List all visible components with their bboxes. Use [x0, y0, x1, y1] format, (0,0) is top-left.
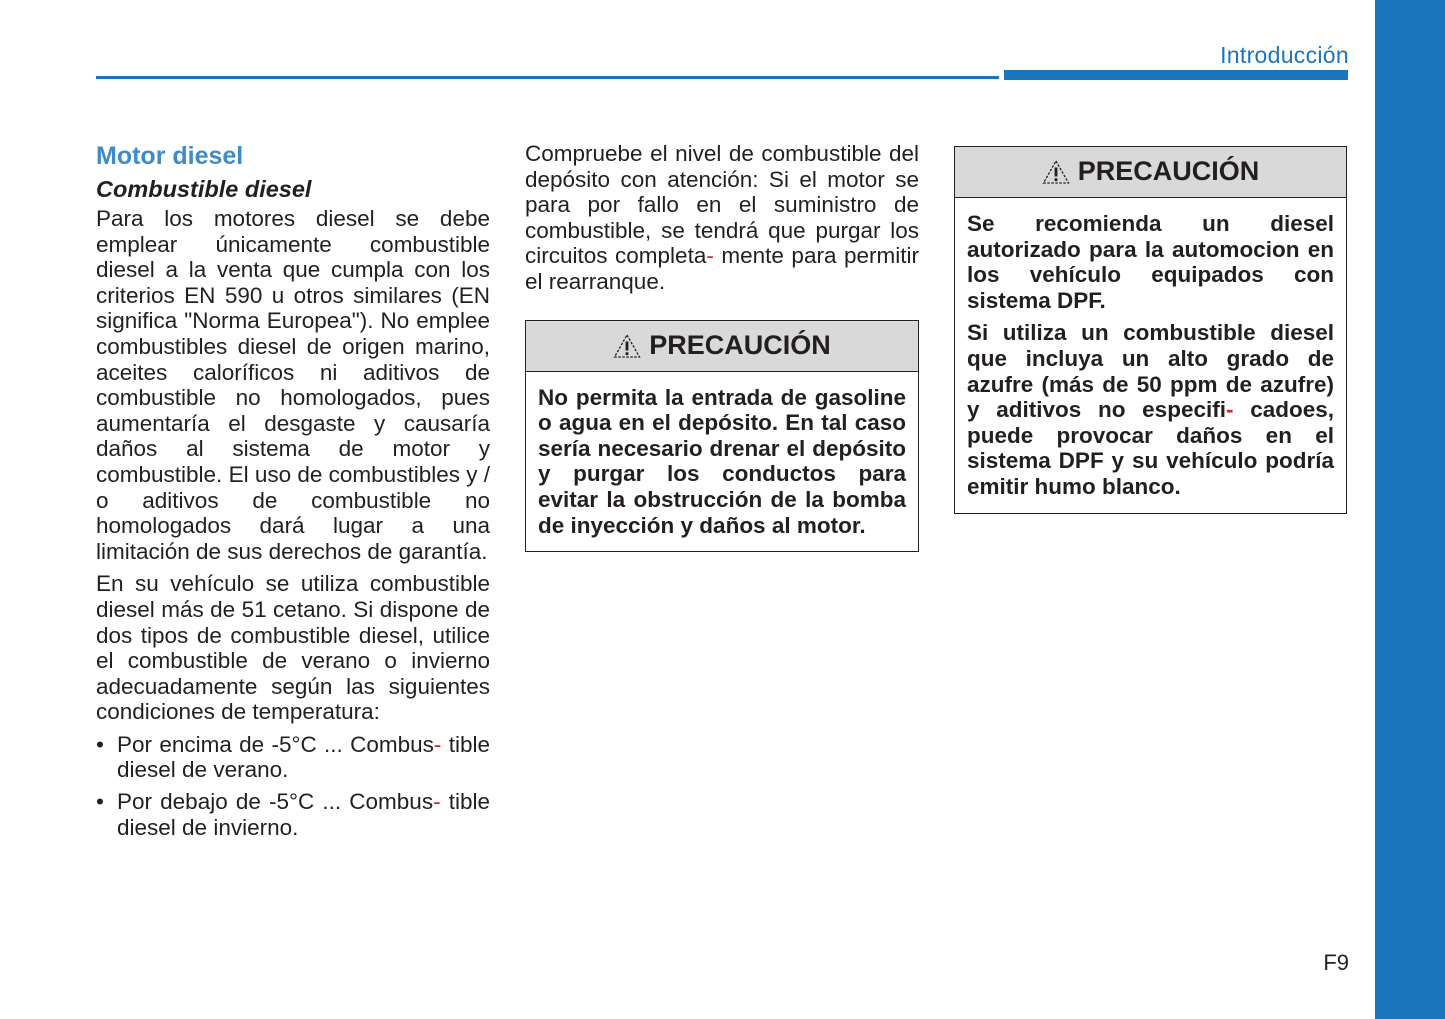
paragraph-fuel-level: [525, 141, 919, 295]
caution-header: [526, 321, 918, 372]
hyphen-mark: -: [433, 789, 441, 815]
list-item: [96, 732, 490, 783]
caution-body: [526, 372, 918, 552]
section-title: Introducción: [1220, 42, 1349, 68]
caution-title: PRECAUCIÓN: [1077, 156, 1260, 187]
page-number: F9: [1323, 950, 1349, 975]
heading-motor-diesel: Motor diesel: [96, 142, 244, 170]
caution-text-part: Si utiliza un combustible diesel que incluya un alto grado de azufre (más de 50 ppm de azufre) y aditivos no especifi: [967, 320, 1334, 423]
header-rule: [96, 76, 999, 79]
side-tab-bar: [1375, 0, 1445, 1019]
bullet-text: tible diesel de invierno.: [117, 789, 490, 840]
temperature-list: [96, 732, 490, 840]
caution-box-water: [525, 320, 919, 553]
bullet-icon: •: [96, 789, 104, 815]
warning-triangle-icon: [613, 333, 641, 359]
header-rule-accent: [1004, 70, 1348, 80]
caution-text: Se recomienda un diesel autorizado para la automocion en los vehículo equipados con sistema DPF.: [967, 211, 1334, 313]
caution-header: [955, 147, 1346, 198]
column-right: [954, 146, 1347, 514]
column-middle: [525, 141, 919, 552]
hyphen-mark: -: [433, 731, 442, 757]
hyphen-mark: -: [706, 243, 714, 269]
subheading-combustible-diesel: Combustible diesel: [96, 176, 312, 202]
caution-text: No permita la entrada de gasoline o agua en el depósito. En tal caso sería necesario drenar el depósito y purgar los conductos para evitar la obstrucción de la bomba de inyección y daños al motor.: [538, 384, 906, 538]
paragraph-fuel-standard: Para los motores diesel se debe emplear únicamente combustible diesel a la venta que cumpla con los criterios EN 590 u otros similares (EN significa "Norma Europea"). No emplee combustibles diesel de origen marino, aceites caloríficos ni aditivos de combustible no homologados, pues aumentaría el desgaste y causaría daños al sistema de motor y combustible. El uso de combustibles y / o aditivos de combustible no homologados dará lugar a una limitación de sus derechos de garantía.: [96, 206, 490, 564]
hyphen-mark: -: [1225, 397, 1234, 423]
bullet-text: Por encima de -5°C ... Combus: [117, 731, 434, 757]
caution-title: PRECAUCIÓN: [649, 329, 831, 360]
column-left: [96, 141, 490, 846]
caution-text-part: cadoes, puede provocar daños en el sistema DPF y su vehículo podría emitir humo blanco.: [967, 397, 1334, 499]
warning-triangle-icon: [1042, 159, 1070, 185]
bullet-text: tible diesel de verano.: [117, 731, 490, 783]
bullet-icon: •: [96, 731, 104, 757]
caution-box-dpf: [954, 146, 1347, 514]
paragraph-text: Compruebe el nivel de combustible del depósito con atención: Si el motor se para por fallo en el suministro de combustible, se tendrá que purgar los circuitos completa: [525, 141, 919, 269]
bullet-text: Por debajo de -5°C ... Combus: [117, 789, 434, 815]
caution-text: [967, 320, 1334, 499]
paragraph-cetane: En su vehículo se utiliza combustible diesel más de 51 cetano. Si dispone de dos tipos de combustible diesel, utilice el combustible de verano o invierno adecuadamente según las siguientes condiciones de temperatura:: [96, 571, 490, 725]
caution-body: [955, 198, 1346, 513]
paragraph-text: mente para permitir el rearranque.: [525, 243, 919, 294]
list-item: [96, 789, 490, 840]
